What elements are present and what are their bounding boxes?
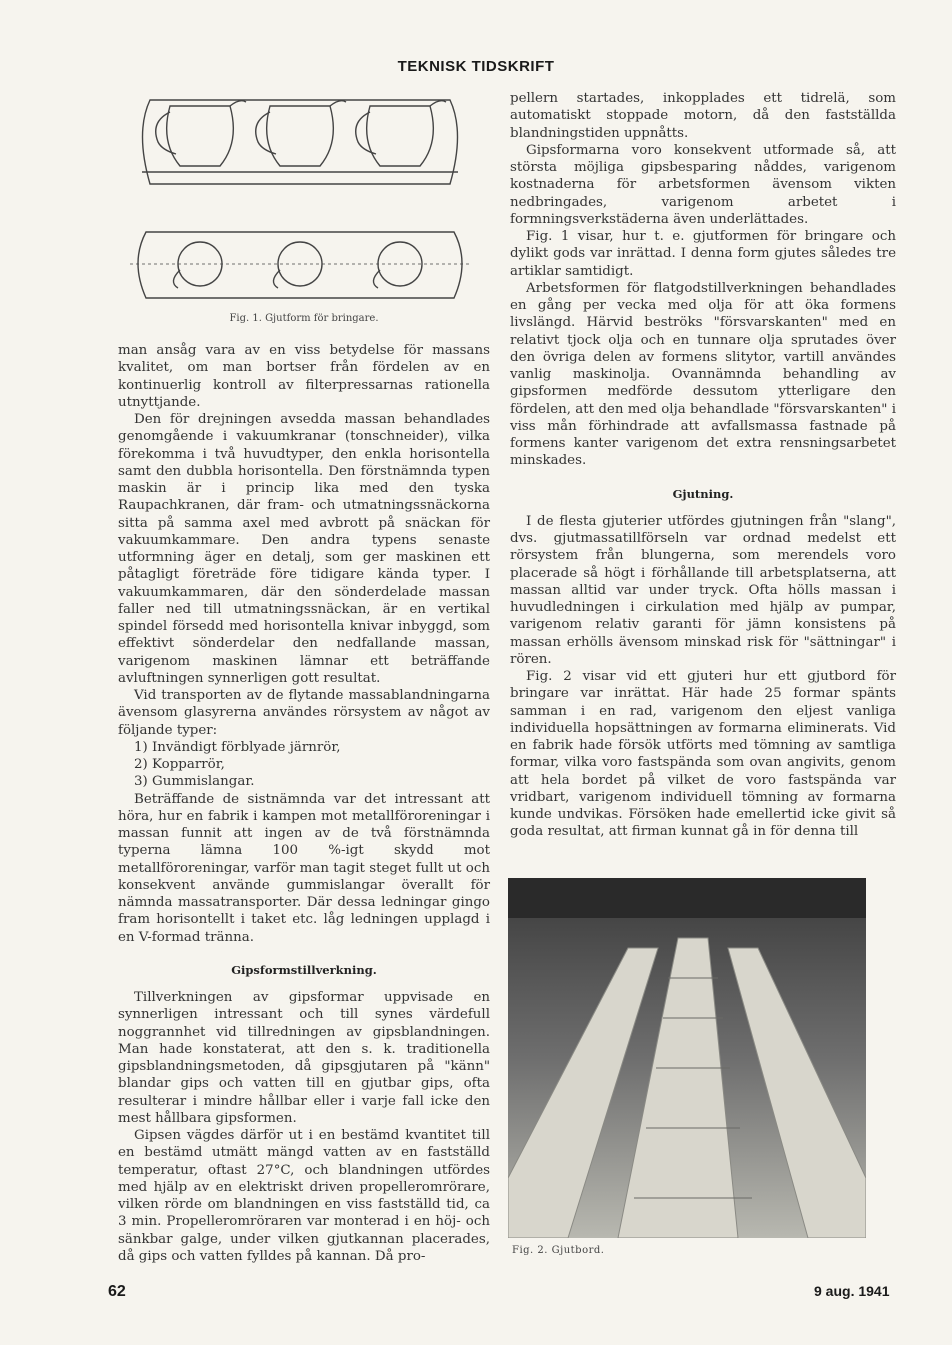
- paragraph: pellern startades, inkopplades ett tidrelä, som automatiskt stoppade motorn, då den fastställda blandningstiden uppnåtts.: [510, 91, 896, 141]
- issue-date: 9 aug. 1941: [814, 1283, 890, 1299]
- paragraph: Arbetsformen för flatgodstillverkningen behandlades en gång per vecka med olja för att öka formens livslängd. Härvid beströks "försvarskanten" med en relativt tjock olja och en tunnare olja sprutades över den övriga delen av formens slitytor, vartill användes vanlig maskinolja. Ovannämnda behandling av gipsformen medförde dessutom ytterligare den fördelen, att den med olja behandlade "försvarskanten" i viss mån förhindrade att avfallsmassa fastnade på formens kanter varigenom det extra rensningsarbetet minskades.: [510, 280, 896, 469]
- figure-2-photo: [508, 878, 866, 1238]
- paragraph: Beträffande de sistnämnda var det intressant att höra, hur en fabrik i kampen mot metallföroreningar i massan funnit att ingen av de två förstnämnda typerna lämna 100 %-igt skydd mot metallföroreningar, varför man tagit steget fullt ut och konsekvent använde gummislangar överallt för nämnda massatransporter. Där dessa ledningar gingo fram horisontellt i taket etc. låg ledningen upplagd i en V-formad tränna.: [118, 791, 490, 945]
- paragraph: Fig. 1 visar, hur t. e. gjutformen för bringare och dylikt gods var inrättad. I denna form gjutes således tre artiklar samtidigt.: [510, 229, 896, 279]
- page-number: 62: [108, 1283, 126, 1300]
- figure-1-caption: Fig. 1. Gjutform för bringare.: [229, 313, 379, 324]
- left-column: [118, 342, 490, 1265]
- paragraph: man ansåg vara av en viss betydelse för massans kvalitet, om man bortser från fördelen av en kontinuerlig kontroll av filterpressarnas rationella utnyttjande.: [118, 343, 490, 410]
- figure-1-mould-drawing: [130, 92, 470, 314]
- paragraph: Fig. 2 visar vid ett gjuteri hur ett gjutbord för bringare var inrättat. Här hade 25 formar spänts samman i en rad, varigenom den eljest vanliga individuella hopsättningen av formarna eliminerats. Vid en fabrik hade försök utförts med tömning av samtliga formar, vilka voro fastspända som ovan angivits, genom att hela bordet på vilket de voro fastspända var vridbart, varigenom individuell tömning av formarna kunde undvikas. Försöken hade emellertid icke givit så goda resultat, att firman kunnat gå in för denna till: [510, 669, 896, 840]
- paragraph: Tillverkningen av gipsformar uppvisade en synnerligen intressant och till synes värdefull noggrannhet vid tillredningen av gipsblandningen. Man hade konstaterat, att den s. k. traditionella gipsblandningsmetoden, då gipsgjutaren på "känn" blandar gips och vatten till en gjutbar gips, ofta resulterar i mindre hållbar eller i varje fall icke den mest hållbara gipsformen.: [118, 990, 490, 1126]
- paragraph: Gipsformarna voro konsekvent utformade så, att största möjliga gipsbesparing nåddes, varigenom kostnaderna för arbetsformen ävensom vikten nedbringades, varigenom arbetet i formningsverkstäderna även underlättades.: [510, 142, 896, 227]
- paragraph: Gipsen vägdes därför ut i en bestämd kvantitet till en bestämd utmätt mängd vatten av en fastställd temperatur, oftast 27°C, och blandningen utfördes med hjälp av en elektriskt driven propelleromrörare, vilken rörde om blandningen en viss fastställd tid, ca 3 min. Propelleromröraren var monterad i en höj- och sänkbar galge, under vilken gjutkannan placerades, då gips och vatten fylldes på kannan. Då pro-: [118, 1128, 490, 1264]
- list-item: 1) Invändigt förblyade järnrör,: [134, 739, 341, 755]
- list-item: 2) Kopparrör,: [134, 757, 225, 772]
- section-heading: Gjutning.: [672, 486, 734, 501]
- paragraph: Den för drejningen avsedda massan behandlades genomgående i vakuumkranar (tonschneider), vilka förekomma i två huvudtyper, den enkla horisontella samt den dubbla horisontella. Den förstnämnda typen maskin är i princip lika med den tyska Raupachkranen, där fram- och utmatningssnäckorna sitta på samma axel med avbrott på snäckan för vakuumkammare. Den andra typens senaste utformning äger en detalj, som ger maskinen ett påtagligt företräde före tidigare kända typer. I vakuumkammaren, där den sönderdelade massan faller ned till utmatningssnäckan, är en vertikal spindel försedd med horisontella knivar inbyggd, som effektivt sönderdelar den nedfallande massan, varigenom maskinen lämnar ett beträffande avluftningen synnerligen gott resultat.: [118, 412, 490, 686]
- journal-title: TEKNISK TIDSKRIFT: [397, 58, 555, 75]
- right-column: [510, 90, 896, 841]
- figure-2-caption: Fig. 2. Gjutbord.: [512, 1245, 605, 1256]
- paragraph: I de flesta gjuterier utfördes gjutningen från "slang", dvs. gjutmassatillförseln var ordnad medelst ett rörsystem från blungerna, som merendels voro placerade så högt i förhållande till arbetsplatserna, att massan alltid var under tryck. Ofta hölls massan i huvudledningen i cirkulation med hjälp av pumpar, varigenom relativ garanti för jämn konsistens på massan erhölls ävensom minskad risk för "sättningar" i rören.: [510, 513, 896, 667]
- paragraph: Vid transporten av de flytande massablandningarna ävensom glasyrerna användes rörsystem av något av följande typer:: [118, 688, 490, 738]
- list-item: 3) Gummislangar.: [134, 774, 255, 790]
- section-heading: Gipsformstillverkning.: [231, 962, 377, 977]
